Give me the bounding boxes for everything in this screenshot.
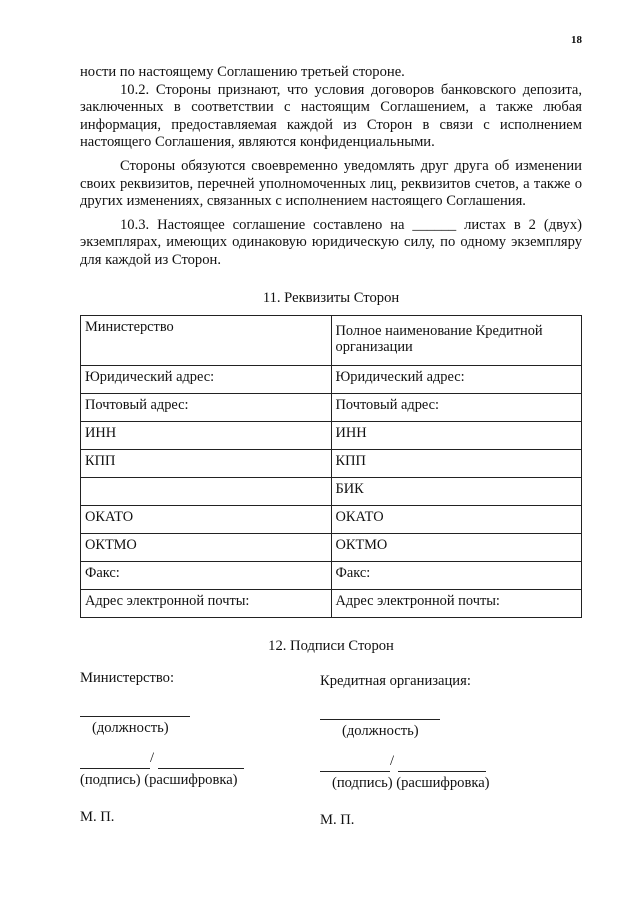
signature-slash: /: [150, 750, 155, 766]
table-cell-right: БИК: [331, 478, 582, 506]
paragraph-continuation: ности по настоящему Соглашению третьей стороне.: [80, 64, 405, 80]
table-row: [81, 394, 582, 422]
signature-label: (подпись) (расшифровка): [332, 775, 490, 791]
paragraph-10-2: 10.2. Стороны признают, что условия договоров банковского депозита, заключенных в соответствии с настоящим Соглашением, а также любая информация, предоставляемая каждой из Сторон в связи с исполнением настоящего Соглашения, являются конфиденциальными.: [80, 81, 582, 151]
position-line: [320, 719, 440, 720]
position-line: [80, 716, 190, 717]
bank-signature-block: [320, 673, 580, 829]
decoding-line: [158, 768, 244, 769]
table-cell-right: КПП: [331, 450, 582, 478]
table-cell-right: ИНН: [331, 422, 582, 450]
signature-line-group: [320, 752, 580, 772]
table-cell-left: КПП: [81, 450, 332, 478]
table-row: [81, 534, 582, 562]
table-row: [81, 366, 582, 394]
table-row: [81, 450, 582, 478]
paragraph-10-3: 10.3. Настоящее соглашение составлено на ______ листах в 2 (двух) экземплярах, имеющих одинаковую юридическую силу, по одному экземпляру для каждой из Сторон.: [80, 216, 582, 268]
stamp-label: М. П.: [80, 809, 115, 825]
position-label: (должность): [342, 723, 419, 739]
table-cell-left: [81, 478, 332, 506]
table-cell-left: Адрес электронной почты:: [81, 590, 332, 618]
requisites-table: [80, 315, 582, 618]
table-row: [81, 422, 582, 450]
bank-heading: Кредитная организация:: [320, 673, 471, 689]
table-cell-left: Факс:: [81, 562, 332, 590]
section-11-title: 11. Реквизиты Сторон: [262, 290, 400, 306]
signature-line: [320, 771, 390, 772]
body-text: [80, 64, 582, 270]
table-cell-right: Адрес электронной почты:: [331, 590, 582, 618]
signature-slash: /: [390, 753, 395, 769]
decoding-line: [398, 771, 486, 772]
table-cell-right: Факс:: [331, 562, 582, 590]
table-cell-left: ОКТМО: [81, 534, 332, 562]
table-cell-left: Министерство: [81, 316, 332, 366]
table-cell-right: ОКТМО: [331, 534, 582, 562]
ministry-heading: Министерство:: [80, 670, 175, 686]
table-cell-left: ОКАТО: [81, 506, 332, 534]
table-row: [81, 478, 582, 506]
table-cell-left: ИНН: [81, 422, 332, 450]
table-cell-left: Почтовый адрес:: [81, 394, 332, 422]
signature-line: [80, 768, 150, 769]
stamp-label: М. П.: [320, 812, 355, 828]
table-row: [81, 316, 582, 366]
section-12-title: 12. Подписи Сторон: [268, 638, 394, 654]
paragraph-notify: Стороны обязуются своевременно уведомлять друг друга об изменении своих реквизитов, перечней уполномоченных лиц, реквизитов счетов, а также о других изменениях, связанных с исполнением настоящего Соглашения.: [80, 157, 582, 210]
table-row: [81, 590, 582, 618]
page-number: 18: [571, 34, 582, 46]
table-cell-left: Юридический адрес:: [81, 366, 332, 394]
signature-line-group: [80, 749, 300, 769]
position-label: (должность): [92, 720, 169, 736]
ministry-signature-block: [80, 670, 300, 826]
table-row: [81, 562, 582, 590]
table-cell-right: ОКАТО: [331, 506, 582, 534]
signature-label: (подпись) (расшифровка): [80, 772, 238, 788]
table-cell-right: Полное наименование Кредитной организации: [331, 316, 582, 366]
table-cell-right: Почтовый адрес:: [331, 394, 582, 422]
table-row: [81, 506, 582, 534]
table-cell-right: Юридический адрес:: [331, 366, 582, 394]
